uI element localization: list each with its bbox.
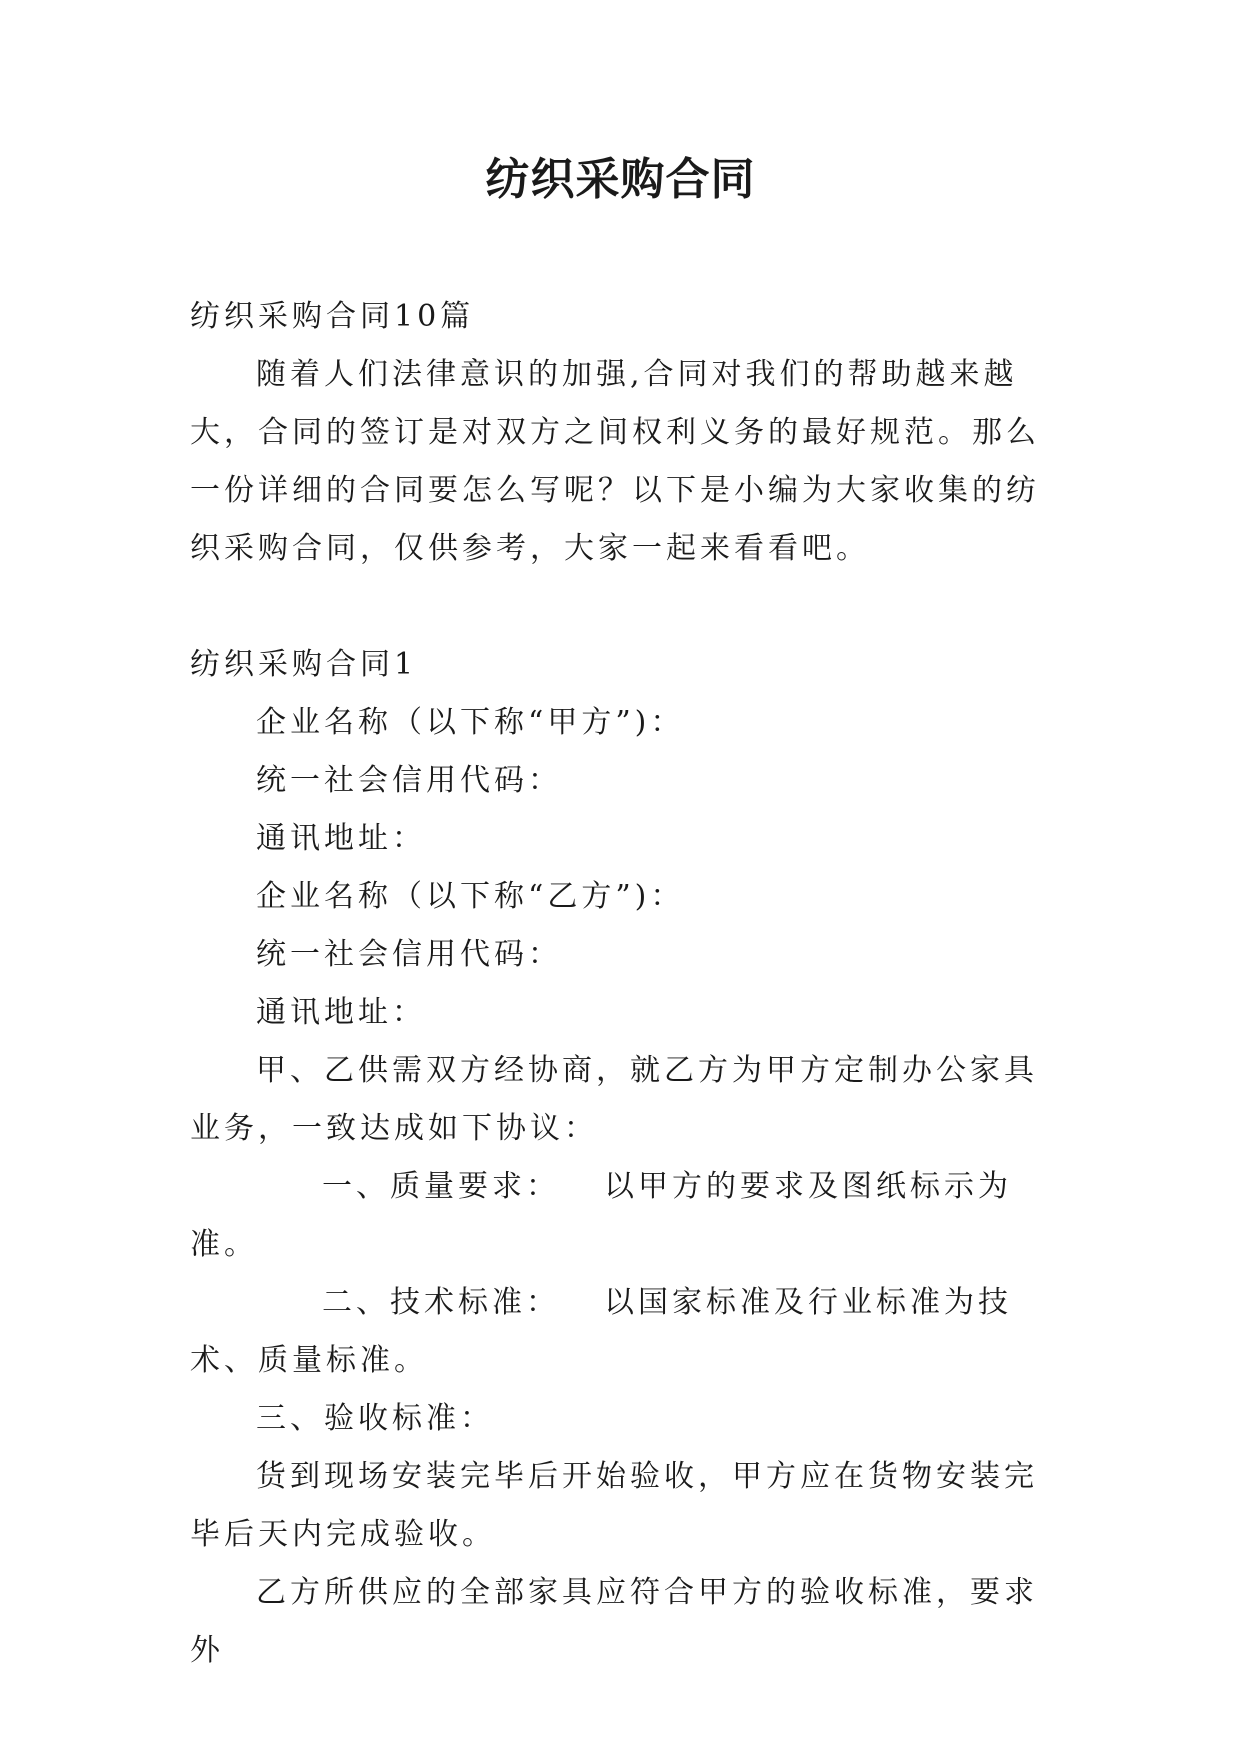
party-a-address-line: 通讯地址：	[256, 821, 426, 856]
document-subtitle: 纺织采购合同10篇	[190, 299, 475, 334]
clause-technical-label: 二、技术标准：	[322, 1285, 560, 1320]
party-a-name-line: 企业名称（以下称“甲方”)：	[256, 705, 685, 740]
clause-technical-text: 以国家标准及行业标准为技术、质量标准。	[190, 1285, 1012, 1378]
party-b-code-line: 统一社会信用代码：	[256, 937, 562, 972]
party-a-code-line: 统一社会信用代码：	[256, 763, 562, 798]
section-heading: 纺织采购合同1	[190, 647, 418, 682]
party-b-name-line: 企业名称（以下称“乙方”)：	[256, 879, 685, 914]
clause-quality-text: 以甲方的要求及图纸标示为准。	[190, 1169, 1012, 1262]
intro-paragraph: 随着人们法律意识的加强,合同对我们的帮助越来越大，合同的签订是对双方之间权利义务的最好规范。那么一份详细的合同要怎么写呢？以下是小编为大家收集的纺织采购合同，仅供参考，大家一起来看看吧。	[190, 357, 1040, 566]
clause-acceptance-paragraph-2: 乙方所供应的全部家具应符合甲方的验收标准，要求外	[190, 1575, 1038, 1668]
clause-quality	[190, 1158, 1060, 1274]
clause-acceptance-label: 三、验收标准：	[256, 1401, 494, 1436]
party-b-address-line: 通讯地址：	[256, 995, 426, 1030]
clause-quality-label: 一、质量要求：	[322, 1169, 560, 1204]
paragraph-spacer	[190, 578, 1060, 636]
clause-acceptance-paragraph-1: 货到现场安装完毕后开始验收，甲方应在货物安装完毕后天内完成验收。	[190, 1459, 1038, 1552]
clause-technical	[190, 1274, 1060, 1390]
agreement-intro-paragraph: 甲、乙供需双方经协商，就乙方为甲方定制办公家具业务，一致达成如下协议：	[190, 1053, 1038, 1146]
document-title: 纺织采购合同	[485, 154, 756, 205]
document-body	[190, 288, 1060, 1680]
